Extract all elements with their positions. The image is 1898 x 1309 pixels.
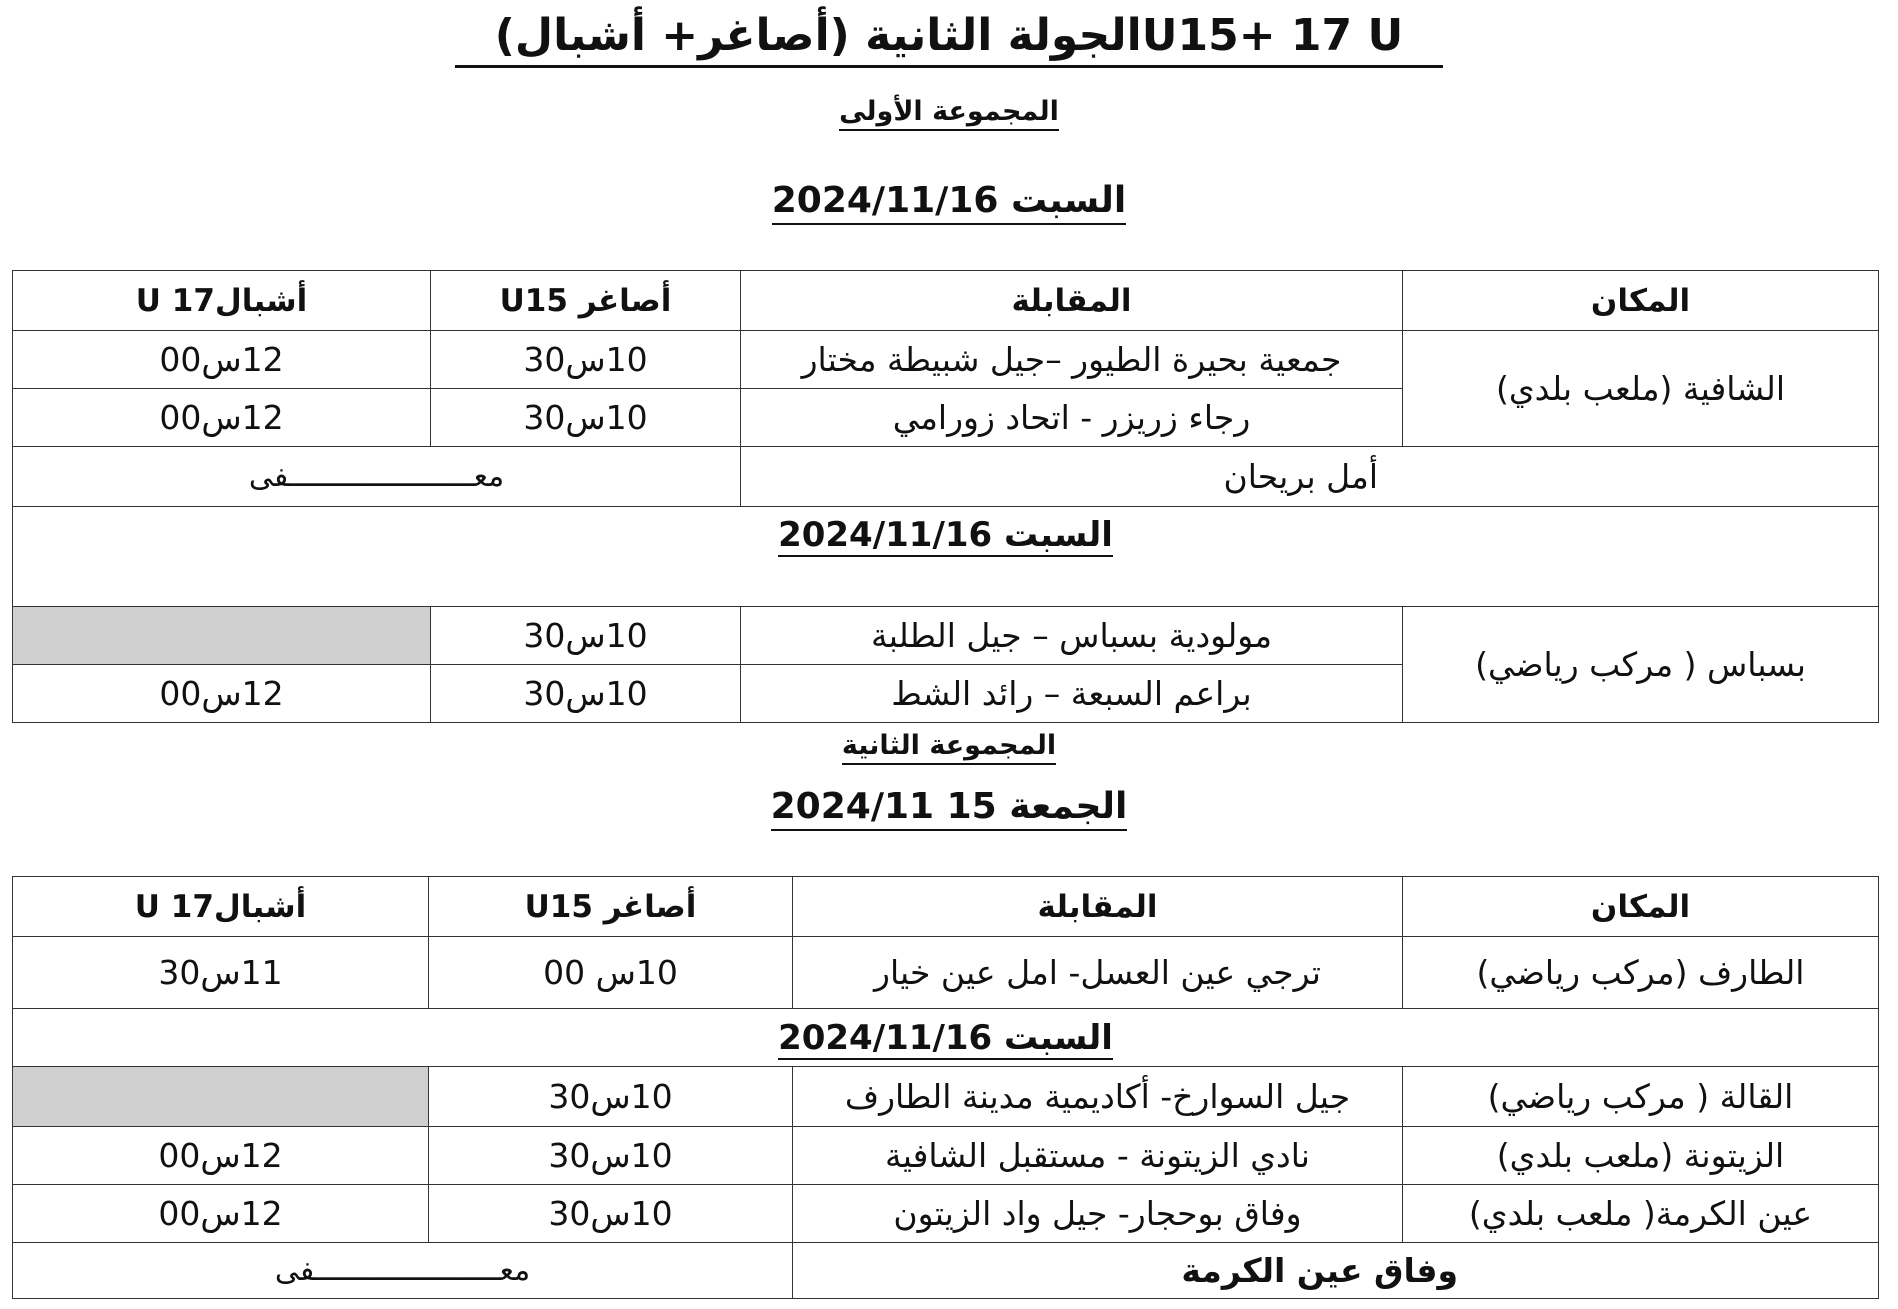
- u15-time-cell: 10س30: [431, 665, 741, 723]
- date-row: [13, 1009, 1879, 1067]
- u17-time-cell-empty: [13, 607, 431, 665]
- venue-cell: الطارف (مركب رياضي): [1403, 937, 1879, 1009]
- table-row: [13, 607, 1879, 665]
- match-cell: وفاق بوحجار- جيل واد الزيتون: [793, 1185, 1403, 1243]
- col-header-place: المكان: [1403, 877, 1879, 937]
- col-header-u15: أصاغر U15: [429, 877, 793, 937]
- u17-time-cell: 12س00: [13, 1127, 429, 1185]
- venue-cell: القالة ( مركب رياضي): [1403, 1067, 1879, 1127]
- venue-cell: الشافية (ملعب بلدي): [1403, 331, 1879, 447]
- group1-heading: [0, 96, 1898, 127]
- table-row: [13, 1067, 1879, 1127]
- col-header-match: المقابلة: [793, 877, 1403, 937]
- venue-cell: عين الكرمة( ملعب بلدي): [1403, 1185, 1879, 1243]
- col-header-match: المقابلة: [741, 271, 1403, 331]
- table-row: [13, 937, 1879, 1009]
- group2-date1-text: الجمعة 15 2024/11: [771, 786, 1128, 831]
- u15-time-cell: 10س 00: [429, 937, 793, 1009]
- table-header-row: [13, 271, 1879, 331]
- u15-time-cell: 10س30: [431, 331, 741, 389]
- match-cell: جيل السوارخ- أكاديمية مدينة الطارف: [793, 1067, 1403, 1127]
- page-title: [0, 10, 1898, 61]
- group2-date1: [0, 786, 1898, 827]
- group1-date1-text: السبت 2024/11/16: [772, 180, 1127, 225]
- col-header-u17: أشبال17 U: [13, 271, 431, 331]
- match-cell: رجاء زريزر - اتحاد زورامي: [741, 389, 1403, 447]
- u15-time-cell: 10س30: [429, 1067, 793, 1127]
- u15-time-cell: 10س30: [431, 389, 741, 447]
- date-row: [13, 507, 1879, 607]
- col-header-u15: أصاغر U15: [431, 271, 741, 331]
- group1-schedule-table: [12, 270, 1879, 723]
- table-row: [13, 331, 1879, 389]
- page-title-text: الجولة الثانية (أصاغر+ أشبال)U15+ 17 U: [455, 10, 1443, 68]
- match-cell: مولودية بسباس – جيل الطلبة: [741, 607, 1403, 665]
- group1-date1: [0, 180, 1898, 221]
- bye-row: [13, 447, 1879, 507]
- group1-date2: [13, 507, 1879, 607]
- group2-date2: [13, 1009, 1879, 1067]
- group2-date2-text: السبت 2024/11/16: [778, 1017, 1113, 1058]
- u17-time-cell: 11س30: [13, 937, 429, 1009]
- col-header-u17: أشبال17 U: [13, 877, 429, 937]
- bye-label-cell: معـــــــــــــــــــــفى: [13, 1243, 793, 1299]
- bye-row: [13, 1243, 1879, 1299]
- u17-time-cell: 12س00: [13, 331, 431, 389]
- u17-time-cell: 12س00: [13, 665, 431, 723]
- group1-label: المجموعة الأولى: [839, 96, 1059, 131]
- u15-time-cell: 10س30: [429, 1185, 793, 1243]
- u17-time-cell-empty: [13, 1067, 429, 1127]
- venue-cell: الزيتونة (ملعب بلدي): [1403, 1127, 1879, 1185]
- group1-date2-text: السبت 2024/11/16: [778, 515, 1113, 555]
- u15-time-cell: 10س30: [429, 1127, 793, 1185]
- col-header-place: المكان: [1403, 271, 1879, 331]
- u17-time-cell: 12س00: [13, 1185, 429, 1243]
- bye-team-cell: أمل بريحان: [741, 447, 1879, 507]
- match-cell: نادي الزيتونة - مستقبل الشافية: [793, 1127, 1403, 1185]
- group2-label: المجموعة الثانية: [842, 730, 1056, 765]
- bye-label-cell: معـــــــــــــــــــــفى: [13, 447, 741, 507]
- match-cell: ترجي عين العسل- امل عين خيار: [793, 937, 1403, 1009]
- match-cell: براعم السبعة – رائد الشط: [741, 665, 1403, 723]
- group2-heading: [0, 730, 1898, 761]
- table-header-row: [13, 877, 1879, 937]
- table-row: [13, 1127, 1879, 1185]
- u17-time-cell: 12س00: [13, 389, 431, 447]
- match-cell: جمعية بحيرة الطيور –جيل شبيطة مختار: [741, 331, 1403, 389]
- table-row: [13, 1185, 1879, 1243]
- venue-cell: بسباس ( مركب رياضي): [1403, 607, 1879, 723]
- u15-time-cell: 10س30: [431, 607, 741, 665]
- bye-team-cell: وفاق عين الكرمة: [793, 1243, 1879, 1299]
- group2-schedule-table: [12, 876, 1879, 1299]
